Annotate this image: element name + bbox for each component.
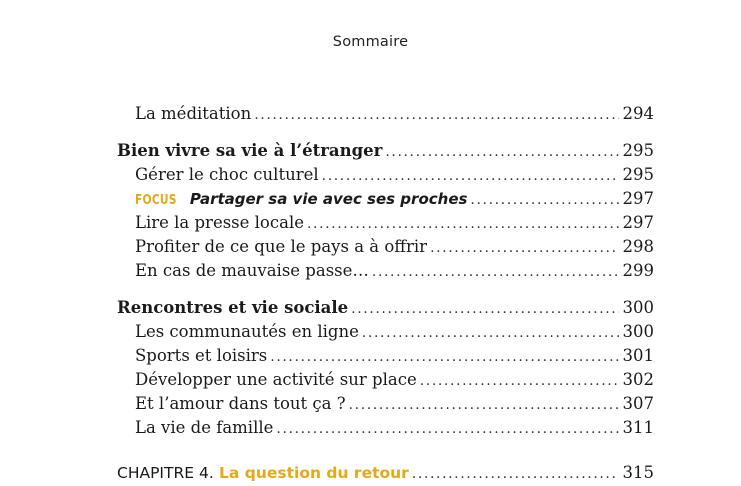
toc-entry-page: 315 xyxy=(622,463,654,482)
dot-leader xyxy=(362,321,619,345)
toc-section-heading[interactable] xyxy=(117,296,654,320)
page-header-title: Sommaire xyxy=(332,34,409,50)
toc-entry[interactable] xyxy=(117,163,654,187)
toc-entry-title: Les communautés en ligne xyxy=(135,322,359,341)
toc-entry-title: Lire la presse locale xyxy=(135,213,304,232)
toc-entry[interactable] xyxy=(117,235,654,259)
toc-entry-title: Gérer le choc culturel xyxy=(135,165,319,184)
toc-entry-page: 307 xyxy=(622,394,654,413)
toc-entry-page: 300 xyxy=(622,298,654,317)
toc-entry-page: 294 xyxy=(622,104,654,123)
toc-section-title: Bien vivre sa vie à l’étranger xyxy=(117,141,383,160)
toc-entry-title: La méditation xyxy=(135,104,252,123)
toc-entry[interactable] xyxy=(117,392,654,416)
dot-leader xyxy=(270,345,618,369)
toc-entry[interactable] xyxy=(117,320,654,344)
toc-entry-page: 311 xyxy=(622,418,654,437)
toc-entry[interactable] xyxy=(117,259,654,283)
toc-entry-title: En cas de mauvaise passe… xyxy=(135,261,369,280)
toc-section-title: Rencontres et vie sociale xyxy=(117,298,349,317)
toc-entry[interactable] xyxy=(117,211,654,235)
toc-entry-title: La vie de famille xyxy=(135,418,274,437)
toc-entry-page: 297 xyxy=(622,213,654,232)
toc-entry-title: Développer une activité sur place xyxy=(135,370,417,389)
dot-leader xyxy=(420,369,619,393)
focus-badge: FOCUS xyxy=(135,193,177,208)
toc-entry-page: 295 xyxy=(622,141,654,160)
dot-leader xyxy=(322,164,619,188)
toc-entry-title: Et l’amour dans tout ça ? xyxy=(135,394,346,413)
dot-leader xyxy=(351,297,618,321)
toc-entry-title: Profiter de ce que le pays a à offrir xyxy=(135,237,428,256)
chapter-title: La question du retour xyxy=(219,464,409,482)
dot-leader xyxy=(276,417,618,441)
toc-entry-page: 301 xyxy=(622,346,654,365)
toc-entry-title: Partager sa vie avec ses proches xyxy=(189,190,468,208)
toc-entry[interactable] xyxy=(117,416,654,440)
toc-entry-page: 297 xyxy=(622,189,654,208)
toc-entry[interactable] xyxy=(117,368,654,392)
toc-entry-page: 299 xyxy=(622,261,654,280)
toc-entry[interactable] xyxy=(117,102,654,126)
toc-focus-entry[interactable] xyxy=(117,187,654,211)
dot-leader xyxy=(372,260,619,284)
dot-leader xyxy=(349,393,619,417)
dot-leader xyxy=(307,212,619,236)
dot-leader xyxy=(470,188,618,212)
toc-entry-page: 300 xyxy=(622,322,654,341)
toc-chapter-title-wrap xyxy=(117,461,409,485)
dot-leader xyxy=(385,140,618,164)
toc-focus-title-wrap xyxy=(117,187,467,213)
chapter-label: CHAPITRE 4. xyxy=(117,464,214,482)
toc-chapter-entry[interactable] xyxy=(117,461,654,485)
dot-leader xyxy=(412,462,619,486)
toc-entry-page: 298 xyxy=(622,237,654,256)
toc-entry-page: 295 xyxy=(622,165,654,184)
toc-entry-page: 302 xyxy=(622,370,654,389)
dot-leader xyxy=(430,236,618,260)
toc-entry[interactable] xyxy=(117,344,654,368)
toc-section-heading[interactable] xyxy=(117,139,654,163)
toc-entry-title: Sports et loisirs xyxy=(135,346,268,365)
dot-leader xyxy=(254,103,618,127)
